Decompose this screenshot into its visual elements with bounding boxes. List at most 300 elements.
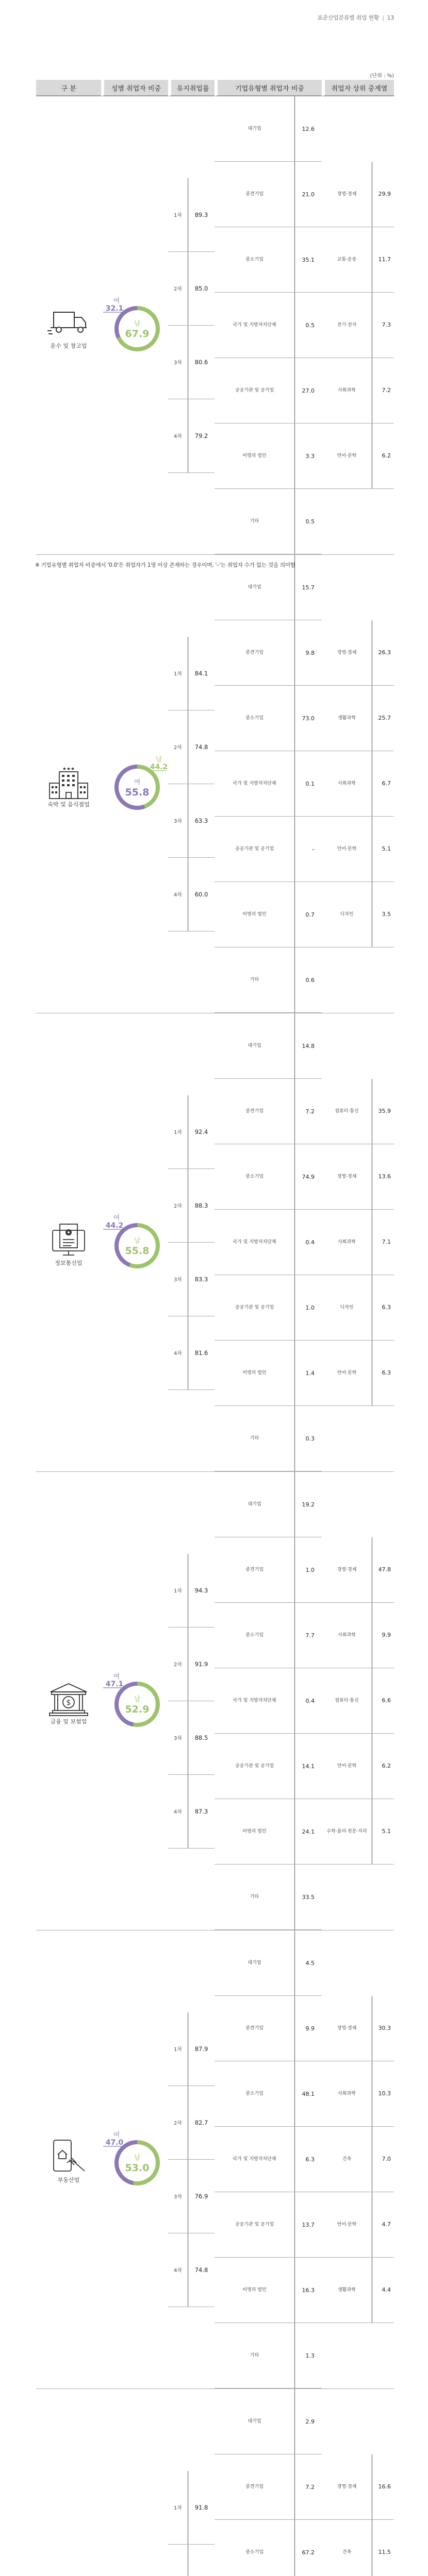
industry-cell [36,555,101,1013]
industry-row [36,555,394,1013]
top-major-label: 경영·경제 [322,1996,372,2061]
industry-name: 운수 및 창고업 [36,342,101,350]
top-major-value: 6.6 [372,1668,394,1734]
enterprise-label: 비영리 법인 [215,1341,295,1406]
top-major-row [322,227,394,293]
donut-outer-label: 여 [113,1214,120,1222]
gender-donut-chart [101,294,168,358]
retention-value: 79.2 [188,399,215,472]
retention-value: 91.9 [188,1627,215,1701]
retention-label: 2차 [168,251,188,325]
industry-cell [36,1472,101,1930]
top-major-row [322,1996,394,2061]
enterprise-label: 기타 [215,1406,295,1471]
donut-outer-value: 47.0 [106,2139,124,2147]
enterprise-value: 12.6 [295,96,322,162]
retention-value: 84.1 [188,637,215,710]
top-major-row [322,751,394,817]
top-major-label: 건축 [322,2520,372,2576]
top-major-label: 교통·운송 [322,227,372,293]
retention-label: 1차 [168,1554,188,1628]
top-major-value: 6.7 [372,751,394,817]
top-major-label: 사회과학 [322,2061,372,2127]
donut-center-value: 67.9 [125,328,150,340]
top-majors-table [322,1537,394,1865]
enterprise-value: 24.1 [295,1799,322,1865]
top-majors-table [322,2454,394,2576]
industry-name: 부동산업 [36,2176,101,2184]
retention-label: 4차 [168,399,188,472]
enterprise-label: 비영리 법인 [215,423,295,489]
top-major-value: 6.3 [372,1341,394,1406]
page-number: 13 [387,14,394,21]
top-major-value: 4.7 [372,2192,394,2258]
top-major-row [322,882,394,947]
enterprise-row [215,2520,322,2576]
top-major-row [322,1210,394,1275]
retention-row [168,2012,215,2086]
industry-row [36,2389,394,2576]
top-majors-cell [322,1930,394,2389]
enterprise-table [215,555,322,1013]
enterprise-value: 0.4 [295,1668,322,1734]
enterprise-value: 74.9 [295,1144,322,1210]
hotel-building-icon [36,764,101,800]
top-major-row [322,1668,394,1734]
top-major-value: 30.3 [372,1996,394,2061]
retention-label: 2차 [168,1627,188,1701]
enterprise-cell [215,1013,322,1472]
retention-label: 4차 [168,1316,188,1389]
enterprise-row [215,1996,322,2061]
top-major-row [322,293,394,358]
top-major-value: 11.5 [372,2520,394,2576]
retention-row [168,784,215,857]
retention-cell [168,1472,215,1930]
top-major-row [322,1799,394,1865]
col-enterprise: 기업유형별 취업자 비중 [215,80,322,96]
enterprise-label: 중소기업 [215,2061,295,2127]
retention-value: 80.6 [188,325,215,399]
enterprise-row [215,882,322,947]
enterprise-label: 대기업 [215,96,295,162]
enterprise-value: 67.2 [295,2520,322,2576]
top-major-label: 언어·문학 [322,423,372,489]
header-title: 표준산업분류별 취업 현황 [317,14,379,21]
donut-center-value: 52.9 [125,1704,150,1715]
top-major-row [322,2258,394,2323]
donut-outer-value: 44.2 [150,763,168,771]
retention-cell [168,2389,215,2576]
enterprise-value: 35.1 [295,227,322,293]
top-major-row [322,1341,394,1406]
top-major-label: 경영·경제 [322,162,372,227]
enterprise-label: 비영리 법인 [215,882,295,947]
retention-label: 1차 [168,1095,188,1169]
top-major-value: 7.1 [372,1210,394,1275]
enterprise-value: 7.2 [295,2454,322,2520]
retention-cell [168,1013,215,1472]
top-major-row [322,817,394,882]
enterprise-row [215,1603,322,1668]
enterprise-value: 1.0 [295,1275,322,1341]
top-major-row [322,2192,394,2258]
top-majors-table [322,1079,394,1406]
retention-table [168,1095,215,1390]
enterprise-cell [215,1472,322,1930]
col-category: 구 분 [36,80,101,96]
enterprise-value: 33.5 [295,1865,322,1930]
retention-value: 88.3 [188,1168,215,1242]
enterprise-value: 0.3 [295,1406,322,1471]
top-major-label: 사회과학 [322,751,372,817]
donut-center-label: 여 [134,778,141,786]
enterprise-label: 공공기관 및 공기업 [215,1734,295,1799]
enterprise-value: 0.5 [295,489,322,554]
industry-cell [36,96,101,555]
retention-table [168,637,215,931]
top-major-value: 7.3 [372,293,394,358]
top-major-value: 29.9 [372,162,394,227]
gender-cell [101,96,168,555]
retention-label: 1차 [168,178,188,252]
retention-cell [168,555,215,1013]
retention-label: 4차 [168,2233,188,2307]
enterprise-label: 중견기업 [215,1537,295,1603]
enterprise-row [215,817,322,882]
donut-center-value: 55.8 [125,787,150,798]
retention-value: 85.0 [188,251,215,325]
enterprise-value: 16.3 [295,2258,322,2323]
enterprise-cell [215,2389,322,2576]
top-major-value: 4.4 [372,2258,394,2323]
retention-label: 3차 [168,1701,188,1774]
top-major-label: 건축 [322,2127,372,2192]
enterprise-value: 7.2 [295,1079,322,1144]
gender-cell [101,1930,168,2389]
retention-row [168,325,215,399]
enterprise-label: 중소기업 [215,2520,295,2576]
industry-name: 정보통신업 [36,1259,101,1267]
top-major-value: 5.1 [372,1799,394,1865]
top-major-label: 사회과학 [322,358,372,423]
retention-label: 4차 [168,857,188,931]
enterprise-cell [215,1930,322,2389]
enterprise-label: 중소기업 [215,1603,295,1668]
industry-row [36,1930,394,2389]
retention-row [168,2471,215,2545]
top-major-value: 6.3 [372,1275,394,1341]
enterprise-label: 중견기업 [215,620,295,686]
top-majors-table [322,620,394,947]
top-major-value: 16.6 [372,2454,394,2520]
retention-row [168,178,215,252]
enterprise-row [215,1210,322,1275]
enterprise-label: 중견기업 [215,1996,295,2061]
top-major-row [322,1079,394,1144]
top-major-label: 컴퓨터·통신 [322,1079,372,1144]
retention-row [168,1554,215,1628]
top-major-value: 3.5 [372,882,394,947]
enterprise-value: 3.3 [295,423,322,489]
retention-cell [168,1930,215,2389]
enterprise-label: 공공기관 및 공기업 [215,358,295,423]
footnote: ※ 기업유형별 취업자 비중에서 '0.0'은 취업자가 1명 이상 존재하는 경우이며, '–'는 취업자 수가 없는 것을 의미함 [35,561,295,569]
enterprise-row [215,2127,322,2192]
top-majors-cell [322,555,394,1013]
enterprise-value: 9.8 [295,620,322,686]
top-major-row [322,1734,394,1799]
donut-outer-label: 여 [113,297,120,305]
top-major-value: 11.7 [372,227,394,293]
top-majors-cell [322,96,394,555]
enterprise-value: 0.1 [295,751,322,817]
enterprise-row [215,2192,322,2258]
enterprise-label: 대기업 [215,2389,295,2454]
enterprise-value: 1.0 [295,1537,322,1603]
enterprise-label: 공공기관 및 공기업 [215,1275,295,1341]
donut-center-label: 남 [134,1236,141,1245]
enterprise-label: 국가 및 지방자치단체 [215,1210,295,1275]
enterprise-value: 15.7 [295,555,322,620]
enterprise-label: 중소기업 [215,1144,295,1210]
retention-table [168,1554,215,1849]
top-major-row [322,1275,394,1341]
retention-label: 2차 [168,710,188,784]
retention-label: 1차 [168,2012,188,2086]
retention-row [168,2544,215,2576]
enterprise-value: 0.7 [295,882,322,947]
header-row [36,80,394,96]
top-major-row [322,2127,394,2192]
donut-outer-label: 남 [156,755,162,764]
retention-cell [168,96,215,555]
gender-cell [101,1013,168,1472]
donut-center-label: 남 [134,2154,141,2162]
enterprise-row [215,1144,322,1210]
retention-row [168,399,215,472]
enterprise-table [215,1013,322,1471]
top-major-value: 10.3 [372,2061,394,2127]
enterprise-row [215,1799,322,1865]
retention-row [168,857,215,931]
top-major-value: 35.9 [372,1079,394,1144]
retention-row [168,2086,215,2159]
retention-label: 1차 [168,637,188,710]
retention-value: 87.9 [188,2012,215,2086]
top-major-label: 사회과학 [322,1210,372,1275]
enterprise-row [215,1341,322,1406]
gender-cell [101,1472,168,1930]
top-major-value: 13.6 [372,1144,394,1210]
col-gender: 성별 취업자 비중 [101,80,168,96]
retention-value: 92.4 [188,1095,215,1169]
top-major-label: 컴퓨터·통신 [322,1668,372,1734]
retention-value: 74.8 [188,710,215,784]
top-major-label: 수학·물리·천문·지리 [322,1799,372,1865]
enterprise-label: 국가 및 지방자치단체 [215,2127,295,2192]
enterprise-label: 중견기업 [215,162,295,227]
retention-table [168,2471,215,2576]
retention-value: 60.0 [188,857,215,931]
col-top-majors: 취업자 상위 중계열 [322,80,394,96]
retention-label: 3차 [168,784,188,857]
retention-table [168,178,215,473]
retention-label: 1차 [168,2471,188,2545]
enterprise-value: 4.5 [295,1930,322,1996]
enterprise-value: 0.4 [295,1210,322,1275]
enterprise-value: 9.9 [295,1996,322,2061]
top-major-row [322,358,394,423]
top-major-label: 경영·경제 [322,2454,372,2520]
enterprise-value: 14.8 [295,1013,322,1079]
enterprise-row [215,162,322,227]
enterprise-label: 비영리 법인 [215,2258,295,2323]
top-major-label: 언어·문학 [322,1341,372,1406]
enterprise-row [215,489,322,554]
gender-cell [101,2389,168,2576]
enterprise-value: 21.0 [295,162,322,227]
enterprise-label: 공공기관 및 공기업 [215,2192,295,2258]
enterprise-value: – [295,817,322,882]
retention-table [168,2012,215,2307]
enterprise-row [215,1275,322,1341]
retention-value: 76.9 [188,2159,215,2233]
retention-value: 89.3 [188,178,215,252]
retention-row [168,2233,215,2307]
enterprise-row [215,2389,322,2454]
enterprise-label: 국가 및 지방자치단체 [215,1668,295,1734]
enterprise-label: 대기업 [215,1013,295,1079]
enterprise-label: 대기업 [215,1930,295,1996]
enterprise-row [215,686,322,751]
retention-label [168,2544,188,2576]
enterprise-label: 국가 및 지방자치단체 [215,293,295,358]
retention-value [188,2544,215,2576]
enterprise-value: 27.0 [295,358,322,423]
svg-text:$: $ [67,1699,71,1707]
retention-row [168,251,215,325]
svg-text:★★★: ★★★ [62,767,75,772]
enterprise-table [215,1930,322,2388]
employment-table [36,80,394,2576]
retention-value: 88.5 [188,1701,215,1774]
enterprise-table [215,96,322,554]
top-major-value: 7.2 [372,358,394,423]
donut-center-label: 남 [134,319,141,328]
donut-outer-value: 44.2 [106,1222,124,1230]
industry-row [36,1013,394,1472]
top-major-label: 경영·경제 [322,620,372,686]
retention-row [168,710,215,784]
top-majors-cell [322,1472,394,1930]
enterprise-row [215,1013,322,1079]
unit-label: (단위 : %) [370,71,394,79]
enterprise-label: 기타 [215,2323,295,2388]
donut-center-value: 55.8 [125,1245,150,1257]
top-major-label: 전기·전자 [322,293,372,358]
retention-row [168,637,215,710]
industry-name: 숙박 및 음식점업 [36,801,101,808]
retention-row [168,1316,215,1389]
top-major-label: 사회과학 [322,1603,372,1668]
enterprise-label: 국가 및 지방자치단체 [215,751,295,817]
retention-row [168,1701,215,1774]
enterprise-label: 기타 [215,489,295,554]
industry-cell [36,1013,101,1472]
donut-outer-label: 여 [113,1672,120,1681]
enterprise-row [215,1472,322,1537]
top-majors-table [322,162,394,489]
gender-cell [101,555,168,1013]
top-major-label: 디자인 [322,1275,372,1341]
enterprise-label: 중견기업 [215,1079,295,1144]
top-major-label: 언어·문학 [322,817,372,882]
enterprise-row [215,1668,322,1734]
enterprise-row [215,293,322,358]
retention-value: 94.3 [188,1554,215,1628]
donut-outer-value: 32.1 [106,304,124,313]
top-major-value: 5.1 [372,817,394,882]
enterprise-row [215,1865,322,1930]
top-major-row [322,2061,394,2127]
retention-row [168,2159,215,2233]
enterprise-row [215,1079,322,1144]
retention-value: 82.7 [188,2086,215,2159]
industry-cell [36,2389,101,2576]
enterprise-cell [215,96,322,555]
industry-row [36,96,394,555]
donut-center-label: 남 [134,1695,141,1703]
enterprise-label: 중소기업 [215,686,295,751]
retention-value: 81.6 [188,1316,215,1389]
top-majors-cell [322,2389,394,2576]
top-major-row [322,423,394,489]
industry-cell [36,1930,101,2389]
enterprise-row [215,2061,322,2127]
enterprise-label: 비영리 법인 [215,1799,295,1865]
truck-icon [36,305,101,341]
donut-outer-value: 47.1 [106,1680,124,1688]
top-major-label: 경영·경제 [322,1144,372,1210]
gender-donut-chart [101,752,168,816]
retention-label: 2차 [168,1168,188,1242]
retention-value: 74.8 [188,2233,215,2307]
bank-icon [36,1681,101,1717]
gender-donut-chart [101,1669,168,1733]
top-major-value: 7.0 [372,2127,394,2192]
top-major-value: 6.2 [372,1734,394,1799]
col-retention: 유지취업률 [168,80,215,96]
donut-outer-label: 여 [113,2131,120,2139]
enterprise-value: 0.5 [295,293,322,358]
enterprise-label: 공공기관 및 공기업 [215,817,295,882]
top-major-row [322,1603,394,1668]
enterprise-row [215,947,322,1013]
top-major-row [322,2454,394,2520]
enterprise-value: 6.3 [295,2127,322,2192]
enterprise-value: 0.6 [295,947,322,1013]
enterprise-table [215,2389,322,2576]
enterprise-row [215,1930,322,1996]
top-major-value: 26.3 [372,620,394,686]
enterprise-value: 73.0 [295,686,322,751]
top-major-row [322,162,394,227]
industry-row [36,1472,394,1930]
retention-label: 3차 [168,325,188,399]
industry-name: 금융 및 보험업 [36,1718,101,1725]
top-major-row [322,2520,394,2576]
